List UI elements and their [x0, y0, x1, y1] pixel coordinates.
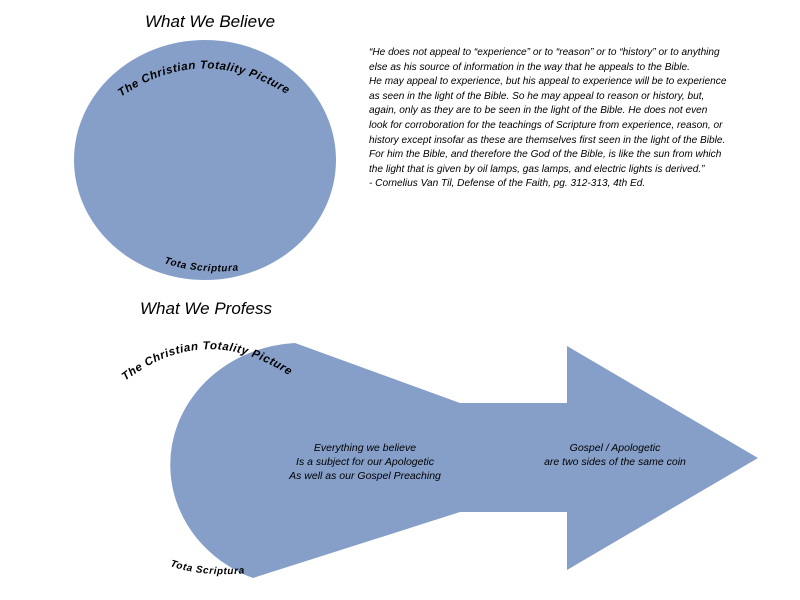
quote-line: else as his source of information in the way that he appeals to the Bible. [369, 61, 690, 73]
arc-label-bottom-profess-text: Tota Scriptura [168, 558, 246, 578]
arrow-text-line: Gospel / Apologetic [569, 442, 661, 454]
center-text [275, 441, 455, 483]
center-text-line: Everything we believe [313, 442, 417, 454]
quote-line: - Cornelius Van Til, Defense of the Faith, pg. 312-313, 4th Ed. [369, 178, 646, 190]
arrow-text [525, 441, 705, 469]
van-til-quote [369, 46, 789, 192]
profess-heading: What We Profess [140, 299, 272, 318]
arc-label-top-text: The Christian Totality Picture [116, 59, 292, 100]
quote-line: as seen in the light of the Bible. So he may appeal to reason or history, but, [369, 90, 705, 102]
quote-line: look for corroboration for the teachings of Scripture from experience, reason, or [369, 119, 723, 131]
center-text-line: Is a subject for our Apologetic [296, 456, 434, 468]
quote-line: again, only as they are to be seen in the light of the Bible. He does not even [369, 105, 708, 117]
arc-label-bottom-text: Tota Scriptura [162, 255, 240, 275]
believe-heading: What We Believe [145, 12, 276, 31]
quote-line: the light that is given by oil lamps, gas lamps, and electric lights is derived.” [369, 163, 705, 175]
quote-line: “He does not appeal to “experience” or to “reason” or to “history” or to anything [369, 47, 720, 58]
totality-circle [74, 40, 336, 280]
quote-line: history except insofar as these are themselves first seen in the light of the Bible. [369, 134, 726, 146]
quote-line: He may appeal to experience, but his appeal to experience will be to experience [369, 76, 727, 88]
arrow-text-line: are two sides of the same coin [544, 456, 686, 468]
arc-label-top-profess-text: The Christian Totality Picture [119, 340, 295, 384]
quote-line: For him the Bible, and therefore the God of the Bible, is like the sun from which [369, 149, 722, 161]
center-text-line: As well as our Gospel Preaching [289, 470, 441, 482]
